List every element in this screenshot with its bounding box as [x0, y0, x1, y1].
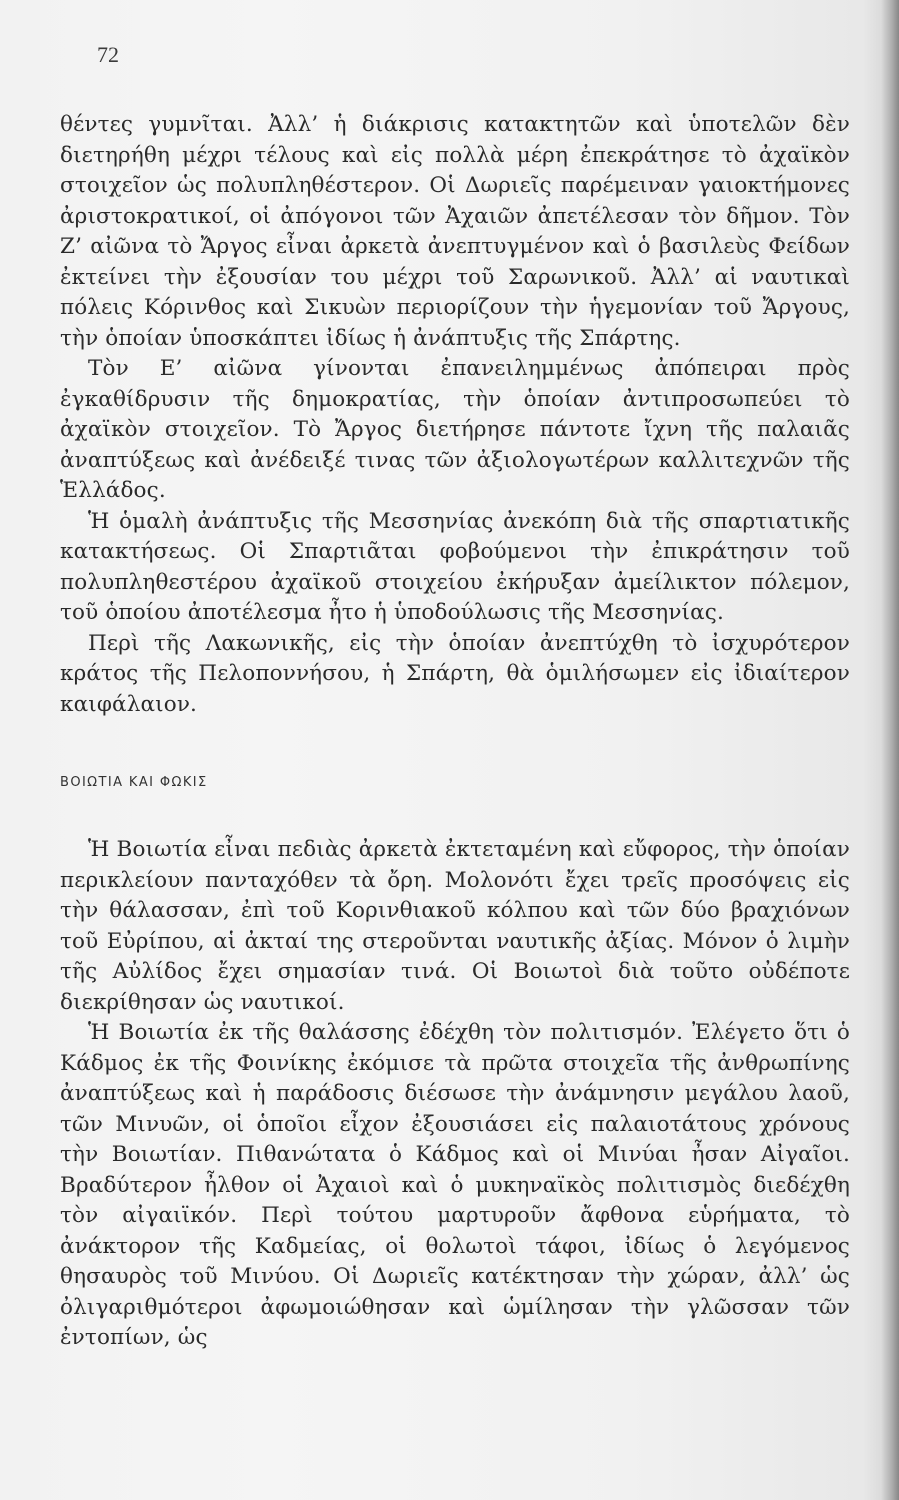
- page-binding-shadow: [881, 0, 899, 1500]
- paragraph: Ἡ ὁμαλὴ ἀνάπτυξις τῆς Μεσσηνίας ἀνεκόπη διὰ τῆς σπαρτιατικῆς κατακτήσεως. Οἱ Σπαρτιᾶται φοβούμενοι τὴν ἐπικράτησιν τοῦ πολυπληθεστέρου ἀχαϊκοῦ στοιχείου ἐκήρυξαν ἀμείλικτον πόλεμον, τοῦ ὁποίου ἀποτέλεσμα ἦτο ἡ ὑποδούλωσις τῆς Μεσσηνίας.: [60, 508, 850, 625]
- paragraph: θέντες γυμνῖται. Ἀλλ’ ἡ διάκρισις κατακτητῶν καὶ ὑποτελῶν δὲν διετηρήθη μέχρι τέλους καὶ εἰς πολλὰ μέρη ἐπεκράτησε τὸ ἀχαϊκὸν στοιχεῖον ὡς πολυπληθέστερον. Οἱ Δωριεῖς παρέμειναν γαιοκτήμονες ἀριστοκρατικοί, οἱ ἀπόγονοι τῶν Ἀχαιῶν ἀπετέλεσαν τὸν δῆμον. Τὸν Ζ’ αἰῶνα τὸ Ἄργος εἶναι ἀρκετὰ ἀνεπτυγμένον καὶ ὁ βασιλεὺς Φείδων ἐκτείνει τὴν ἐξουσίαν του μέχρι τοῦ Σαρωνικοῦ. Ἀλλ’ αἱ ναυτικαὶ πόλεις Κόρινθος καὶ Σικυὼν περιορίζουν τὴν ἡγεμονίαν τοῦ Ἄργους, τὴν ὁποίαν ὑποσκάπτει ἰδίως ἡ ἀνάπτυξις τῆς Σπάρτης.: [60, 112, 850, 351]
- paragraph: Ἡ Βοιωτία εἶναι πεδιὰς ἀρκετὰ ἐκτεταμένη καὶ εὔφορος, τὴν ὁποίαν περικλείουν πανταχόθεν τὰ ὄρη. Μολονότι ἔχει τρεῖς προσόψεις εἰς τὴν θάλασσαν, ἐπὶ τοῦ Κορινθιακοῦ κόλπου καὶ τῶν δύο βραχιόνων τοῦ Εὐρίπου, αἱ ἀκταί της στεροῦνται ναυτικῆς ἀξίας. Μόνον ὁ λιμὴν τῆς Αὐλίδος ἔχει σημασίαν τινά. Οἱ Βοιωτοὶ διὰ τοῦτο οὐδέποτε διεκρίθησαν ὡς ναυτικοί.: [60, 837, 850, 1015]
- page-number: 72: [97, 42, 119, 67]
- text-block-bottom: [60, 835, 850, 1354]
- paragraph: Ἡ Βοιωτία ἐκ τῆς θαλάσσης ἐδέχθη τὸν πολιτισμόν. Ἐλέγετο ὅτι ὁ Κάδμος ἐκ τῆς Φοινίκης ἐκόμισε τὰ πρῶτα στοιχεῖα τῆς ἀνθρωπίνης ἀναπτύξεως καὶ ἡ παράδοσις διέσωσε τὴν ἀνάμνησιν μεγάλου λαοῦ, τῶν Μινυῶν, οἱ ὁποῖοι εἶχον ἐξουσιάσει εἰς παλαιοτάτους χρόνους τὴν Βοιωτίαν. Πιθανώτατα ὁ Κάδμος καὶ οἱ Μινύαι ἦσαν Αἰγαῖοι. Βραδύτερον ἦλθον οἱ Ἀχαιοὶ καὶ ὁ μυκηναϊκὸς πολιτισμὸς διεδέχθη τὸν αἰγαιϊκόν. Περὶ τούτου μαρτυροῦν ἄφθονα εὑρήματα, τὸ ἀνάκτορον τῆς Καδμείας, οἱ θολωτοὶ τάφοι, ἰδίως ὁ λεγόμενος θησαυρὸς τοῦ Μινύου. Οἱ Δωριεῖς κατέκτησαν τὴν χώραν, ἀλλ’ ὡς ὀλιγαριθμότεροι ἀφωμοιώθησαν καὶ ὡμίλησαν τὴν γλῶσσαν τῶν ἐντοπίων, ὡς: [60, 1020, 850, 1350]
- paragraph: Τὸν Ε’ αἰῶνα γίνονται ἐπανειλημμένως ἀπόπειραι πρὸς ἐγκαθίδρυσιν τῆς δημοκρατίας, τὴν ὁποίαν ἀντιπροσωπεύει τὸ ἀχαϊκὸν στοιχεῖον. Τὸ Ἄργος διετήρησε πάντοτε ἴχνη τῆς παλαιᾶς ἀναπτύξεως καὶ ἀνέδειξέ τινας τῶν ἀξιολογωτέρων καλλιτεχνῶν τῆς Ἑλλάδος.: [60, 356, 850, 503]
- paragraph: Περὶ τῆς Λακωνικῆς, εἰς τὴν ὁποίαν ἀνεπτύχθη τὸ ἰσχυρότερον κράτος τῆς Πελοποννήσου, ἡ Σπάρτη, θὰ ὁμιλήσωμεν εἰς ἰδιαίτερον καιφάλαιον.: [60, 630, 850, 717]
- section-heading: ΒΟΙΩΤΙΑ ΚΑΙ ΦΩΚΙΣ: [60, 775, 208, 790]
- text-block-top: [60, 110, 850, 720]
